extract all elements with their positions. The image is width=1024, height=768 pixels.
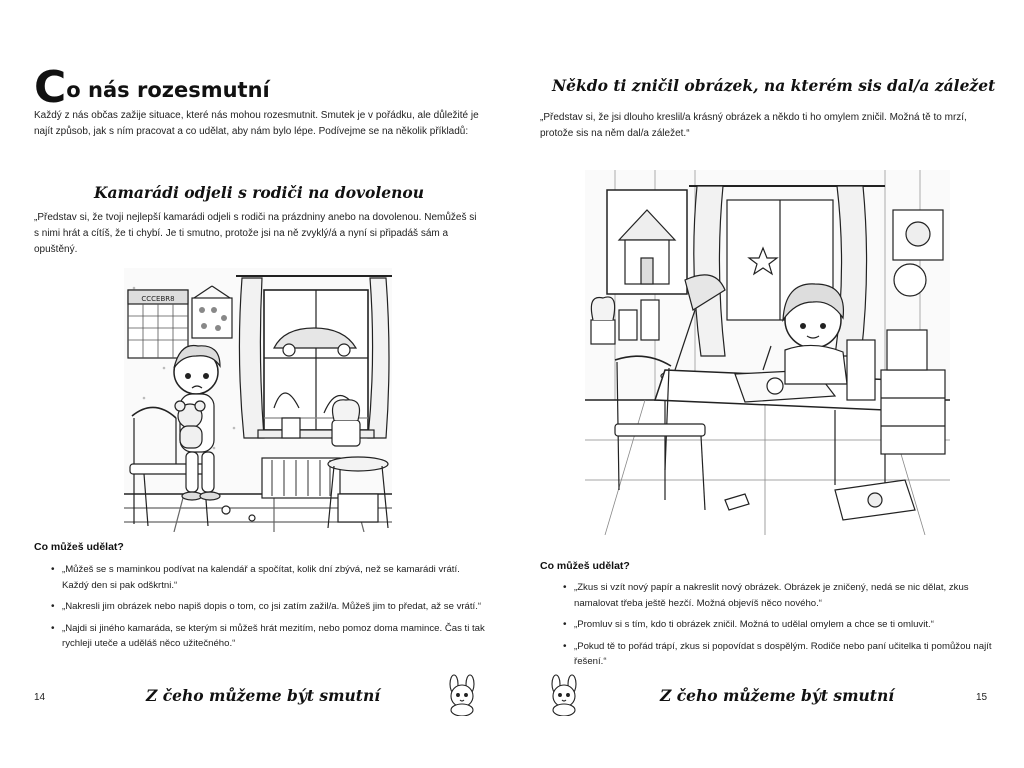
title-text: o nás rozesmutní (66, 78, 270, 102)
page-number: 14 (34, 692, 46, 703)
what-to-do-heading: Co můžeš udělat? (34, 541, 124, 553)
section-text-friends: „Představ si, že tvoji nejlepší kamarádi odjeli s rodiči na prázdniny anebo na dovolenou. Nemůžeš si s nimi hrát a cítíš, že ti chybí. Je ti smutno, protože jsi na ně zvyklý/á a nyní si připadáš sám a opuštěný. (34, 212, 477, 255)
tips-list-right (574, 580, 994, 676)
what-to-do-heading: Co můžeš udělat? (540, 560, 630, 572)
footer-title: Z čeho můžeme být smutní (660, 686, 895, 705)
page-number: 15 (976, 692, 988, 703)
list-item: • „Můžeš se s maminkou podívat na kalendář a spočítat, kolik dní zbývá, než se kamarádi vrátí. Každý den si pak odškrtni.“ (62, 562, 487, 593)
list-item: • „Najdi si jiného kamaráda, se kterým si můžeš hrát mezitím, nebo pomoz doma mamince. Čas ti tak rychleji uteče a uděláš něco užitečného.“ (62, 621, 487, 652)
list-item: • „Nakresli jim obrázek nebo napiš dopis o tom, co jsi zatím zažil/a. Můžeš jim to předat, až se vrátí.“ (62, 599, 487, 615)
tips-list-left (62, 562, 487, 658)
illustration-sad-boy (124, 268, 392, 532)
footer-title: Z čeho můžeme být smutní (146, 686, 381, 705)
bunny-icon (544, 674, 584, 716)
section-heading-drawing: Někdo ti zničil obrázek, na kterém sis dal/a záležet (552, 76, 996, 95)
bunny-icon (442, 674, 482, 716)
list-item: • „Zkus si vzít nový papír a nakreslit nový obrázek. Obrázek je zničený, nedá se nic dělat, zkus namalovat třeba ještě hezčí. Možná objevíš něco nového.“ (574, 580, 994, 611)
right-page (512, 0, 1024, 768)
illustration-girl-drawing (585, 170, 950, 535)
intro-paragraph: Každý z nás občas zažije situace, které nás mohou rozesmutnit. Smutek je v pořádku, ale důležité je najít způsob, jak s ním pracovat a co udělat, aby nám bylo lépe. Podívejme se na několik příkladů: (34, 110, 479, 137)
calendar-label: CCCEBR8 (141, 295, 175, 303)
section-heading-friends: Kamarádi odjeli s rodiči na dovolenou (93, 183, 425, 202)
page-title (34, 62, 270, 113)
title-dropcap: C (34, 62, 67, 113)
list-item: • „Promluv si s tím, kdo ti obrázek zničil. Možná to udělal omylem a chce se ti omluvit.“ (574, 617, 994, 633)
section-text-drawing: „Představ si, že jsi dlouho kreslil/a krásný obrázek a někdo ti ho omylem zničil. Možná tě to mrzí, protože sis na něm dal/a záležet.“ (540, 112, 967, 139)
list-item: • „Pokud tě to pořád trápí, zkus si popovídat s dospělým. Rodiče nebo paní učitelka ti pomůžou najít řešení.“ (574, 639, 994, 670)
